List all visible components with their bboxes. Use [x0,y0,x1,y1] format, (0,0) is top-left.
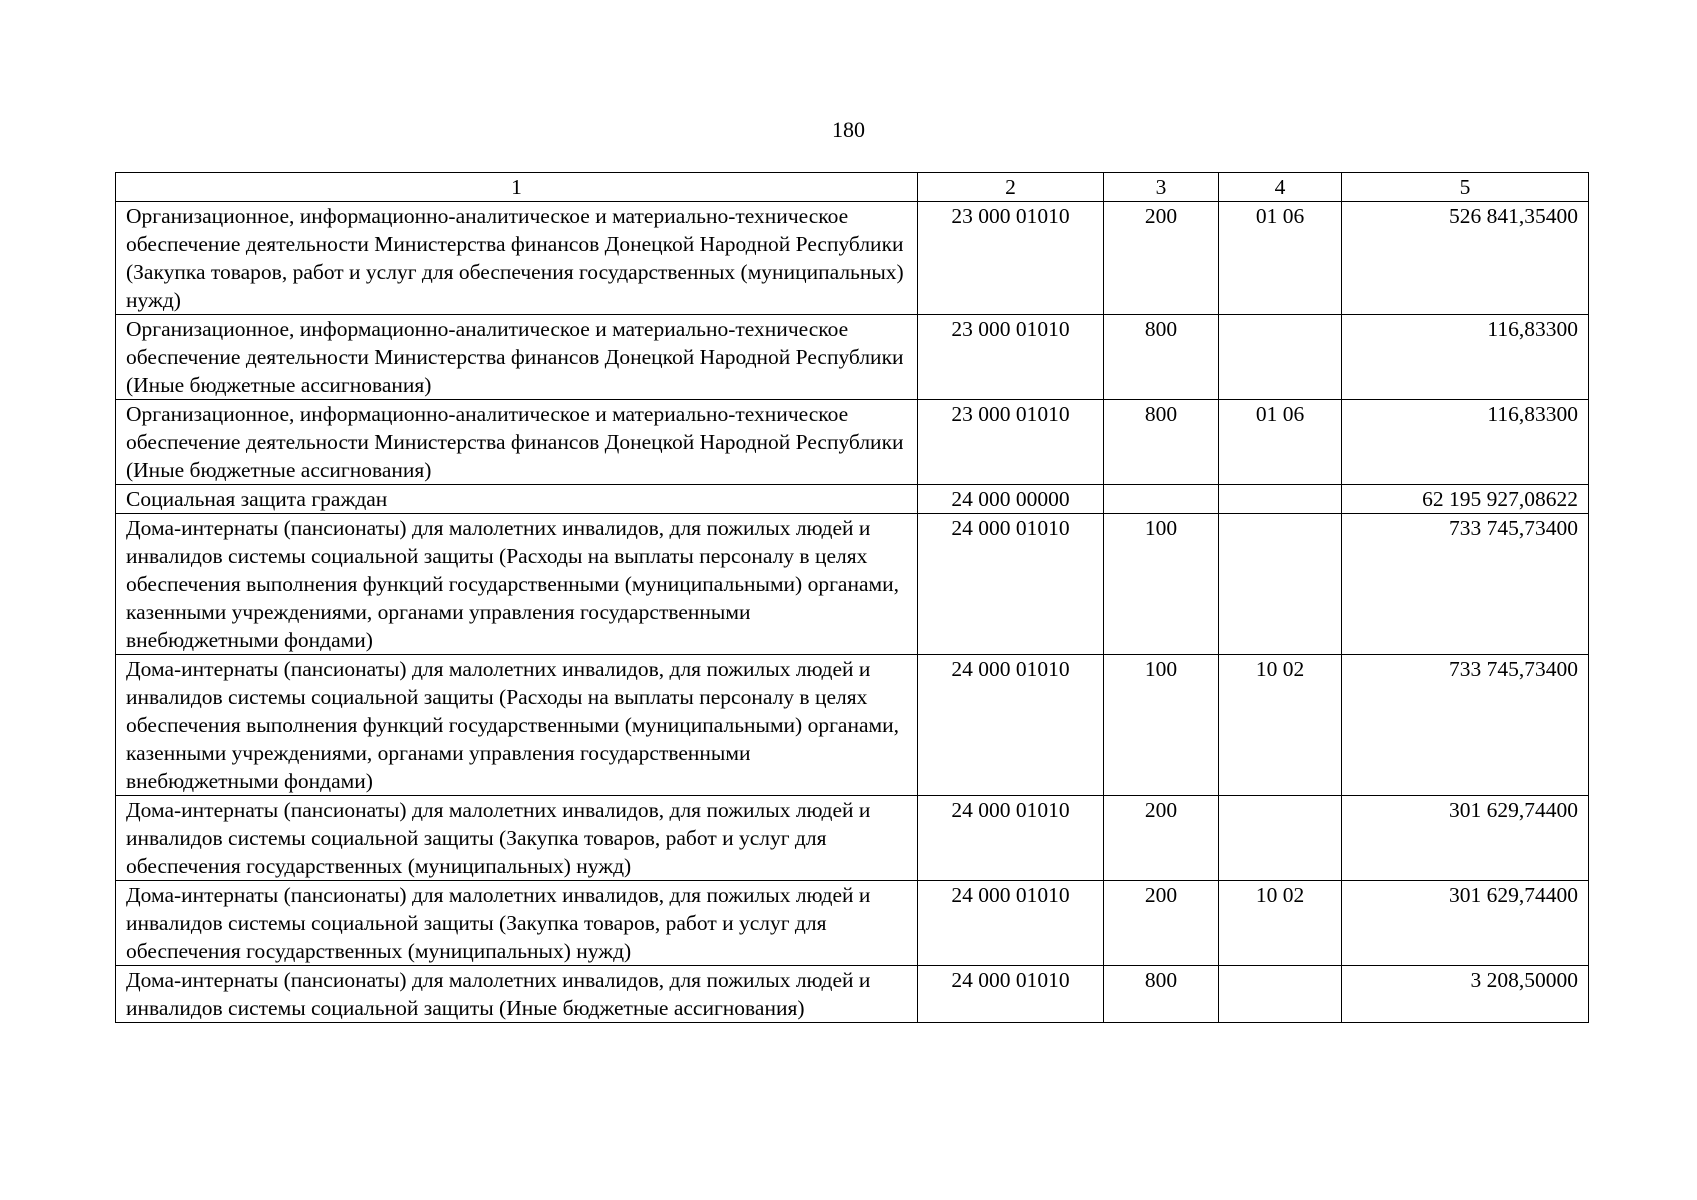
header-row [116,173,1589,202]
cell-section [1219,966,1342,1023]
cell-section [1219,485,1342,514]
header-col-5: 5 [1342,173,1589,202]
table-row [116,966,1589,1023]
cell-code: 24 000 01010 [918,796,1104,881]
page-number: 180 [832,117,865,142]
cell-section [1219,315,1342,400]
cell-type: 100 [1104,514,1219,655]
cell-name: Дома-интернаты (пансионаты) для малолетних инвалидов, для пожилых людей и инвалидов системы социальной защиты (Закупка товаров, работ и услуг для обеспечения государственных (муниципальных) нужд) [116,796,918,881]
table-row [116,202,1589,315]
cell-sum: 3 208,50000 [1342,966,1589,1023]
cell-sum: 116,83300 [1342,400,1589,485]
cell-section: 10 02 [1219,655,1342,796]
header-col-1: 1 [116,173,918,202]
cell-type: 200 [1104,881,1219,966]
cell-sum: 733 745,73400 [1342,514,1589,655]
cell-code: 23 000 01010 [918,400,1104,485]
cell-code: 24 000 01010 [918,514,1104,655]
table-header [116,173,1589,202]
cell-name: Дома-интернаты (пансионаты) для малолетних инвалидов, для пожилых людей и инвалидов системы социальной защиты (Расходы на выплаты персоналу в целях обеспечения выполнения функций государственными (муниципальными) органами, казенными учреждениями, органами управления государственными внебюджетными фондами) [116,655,918,796]
table-row [116,514,1589,655]
header-col-3: 3 [1104,173,1219,202]
cell-type: 800 [1104,400,1219,485]
cell-sum: 733 745,73400 [1342,655,1589,796]
cell-type: 800 [1104,966,1219,1023]
cell-type: 100 [1104,655,1219,796]
cell-sum: 526 841,35400 [1342,202,1589,315]
cell-code: 24 000 01010 [918,655,1104,796]
table-body [116,202,1589,1023]
cell-sum: 62 195 927,08622 [1342,485,1589,514]
cell-name: Дома-интернаты (пансионаты) для малолетних инвалидов, для пожилых людей и инвалидов системы социальной защиты (Закупка товаров, работ и услуг для обеспечения государственных (муниципальных) нужд) [116,881,918,966]
cell-code: 24 000 00000 [918,485,1104,514]
cell-name: Дома-интернаты (пансионаты) для малолетних инвалидов, для пожилых людей и инвалидов системы социальной защиты (Расходы на выплаты персоналу в целях обеспечения выполнения функций государственными (муниципальными) органами, казенными учреждениями, органами управления государственными внебюджетными фондами) [116,514,918,655]
cell-code: 24 000 01010 [918,966,1104,1023]
cell-name: Дома-интернаты (пансионаты) для малолетних инвалидов, для пожилых людей и инвалидов системы социальной защиты (Иные бюджетные ассигнования) [116,966,918,1023]
cell-code: 24 000 01010 [918,881,1104,966]
cell-section: 10 02 [1219,881,1342,966]
cell-code: 23 000 01010 [918,315,1104,400]
table-row [116,655,1589,796]
table-row [116,315,1589,400]
header-col-2: 2 [918,173,1104,202]
cell-section [1219,514,1342,655]
cell-name: Организационное, информационно-аналитическое и материально-техническое обеспечение деятельности Министерства финансов Донецкой Народной Республики (Закупка товаров, работ и услуг для обеспечения государственных (муниципальных) нужд) [116,202,918,315]
cell-name: Социальная защита граждан [116,485,918,514]
cell-name: Организационное, информационно-аналитическое и материально-техническое обеспечение деятельности Министерства финансов Донецкой Народной Республики (Иные бюджетные ассигнования) [116,315,918,400]
table-row [116,796,1589,881]
table-row [116,400,1589,485]
header-col-4: 4 [1219,173,1342,202]
cell-section: 01 06 [1219,202,1342,315]
cell-sum: 116,83300 [1342,315,1589,400]
cell-type: 200 [1104,796,1219,881]
cell-type: 800 [1104,315,1219,400]
table-row [116,485,1589,514]
cell-section [1219,796,1342,881]
cell-type: 200 [1104,202,1219,315]
cell-section: 01 06 [1219,400,1342,485]
cell-type [1104,485,1219,514]
table-row [116,881,1589,966]
cell-sum: 301 629,74400 [1342,881,1589,966]
cell-sum: 301 629,74400 [1342,796,1589,881]
cell-code: 23 000 01010 [918,202,1104,315]
budget-table [115,172,1589,1023]
cell-name: Организационное, информационно-аналитическое и материально-техническое обеспечение деятельности Министерства финансов Донецкой Народной Республики (Иные бюджетные ассигнования) [116,400,918,485]
